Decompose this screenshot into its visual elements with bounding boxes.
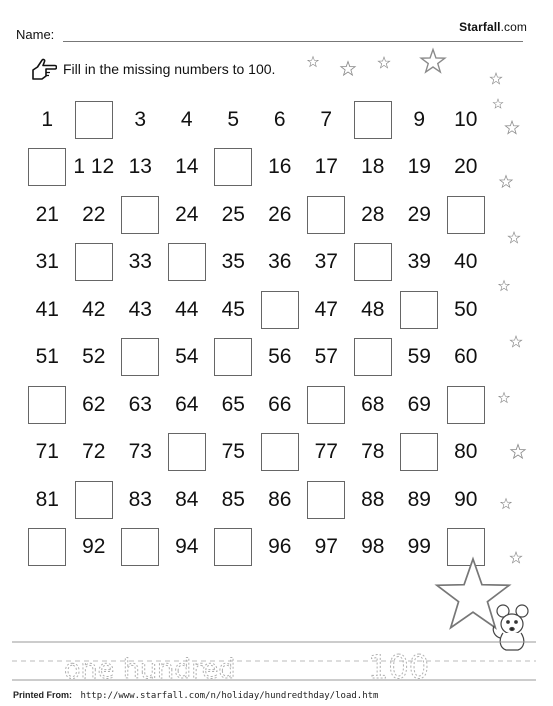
number-label: 54 (175, 345, 199, 369)
answer-box[interactable] (447, 386, 485, 424)
name-label: Name: (16, 27, 55, 42)
number-label: 26 (268, 202, 292, 226)
answer-box[interactable] (354, 101, 392, 139)
number-cell (303, 286, 350, 334)
star-icon (510, 552, 521, 563)
number-cell (350, 381, 397, 429)
tracing-word: one hundred (64, 654, 236, 682)
number-cell (443, 239, 490, 287)
number-cell (24, 191, 71, 239)
number-cell (24, 286, 71, 334)
footer (13, 690, 378, 701)
answer-box[interactable] (28, 148, 66, 186)
star-icon (493, 99, 503, 108)
number-label: 77 (314, 440, 338, 464)
number-label: 48 (361, 297, 385, 321)
number-cell (350, 191, 397, 239)
number-label: 63 (128, 392, 152, 416)
star-icon (421, 50, 445, 73)
number-cell (396, 144, 443, 192)
number-label: 43 (128, 297, 152, 321)
number-cell (443, 286, 490, 334)
number-cell (396, 334, 443, 382)
number-cell (257, 381, 304, 429)
number-label: 37 (314, 250, 338, 274)
answer-box[interactable] (214, 148, 252, 186)
number-cell (350, 429, 397, 477)
number-label: 78 (361, 440, 385, 464)
answer-box[interactable] (121, 196, 159, 234)
number-label: 56 (268, 345, 292, 369)
number-label: 42 (82, 297, 106, 321)
number-label: 40 (454, 250, 478, 274)
answer-box[interactable] (447, 196, 485, 234)
blank-cell (24, 144, 71, 192)
number-label: 31 (35, 250, 59, 274)
number-cell (210, 381, 257, 429)
number-cell (257, 239, 304, 287)
star-icon (490, 73, 501, 84)
number-cell (164, 191, 211, 239)
number-cell (24, 429, 71, 477)
blank-cell (71, 239, 118, 287)
number-label: 86 (268, 487, 292, 511)
number-cell (396, 191, 443, 239)
star-icon (511, 445, 525, 459)
blank-cell (164, 429, 211, 477)
number-label: 96 (268, 535, 292, 559)
number-label: 66 (268, 392, 292, 416)
number-label: 10 (454, 107, 478, 131)
number-cell (396, 96, 443, 144)
number-cell (303, 144, 350, 192)
star-icon (510, 336, 521, 347)
number-cell (71, 286, 118, 334)
number-label: 33 (128, 250, 152, 274)
number-label: 13 (128, 155, 152, 179)
number-cell (303, 429, 350, 477)
number-label: 81 (35, 487, 59, 511)
number-label: 50 (454, 297, 478, 321)
number-label: 18 (361, 155, 385, 179)
answer-box[interactable] (75, 243, 113, 281)
blank-cell (117, 524, 164, 572)
number-cell (303, 524, 350, 572)
starfall-logo (459, 20, 527, 34)
star-icon (341, 62, 355, 76)
number-cell (71, 144, 118, 192)
blank-cell (71, 476, 118, 524)
number-cell (164, 144, 211, 192)
number-label: 51 (35, 345, 59, 369)
blank-cell (117, 334, 164, 382)
answer-box[interactable] (28, 386, 66, 424)
footer-label: Printed From: (13, 690, 73, 700)
blank-cell (164, 239, 211, 287)
number-cell (257, 476, 304, 524)
number-cell (210, 429, 257, 477)
number-label: 17 (314, 155, 338, 179)
answer-box[interactable] (214, 528, 252, 566)
blank-cell (396, 286, 443, 334)
answer-box[interactable] (121, 338, 159, 376)
number-label: 1 12 (73, 155, 115, 179)
pointing-hand-icon (31, 57, 57, 81)
instruction (31, 57, 275, 81)
number-cell (443, 334, 490, 382)
number-cell (164, 381, 211, 429)
blank-cell (350, 334, 397, 382)
number-cell (71, 381, 118, 429)
answer-box[interactable] (400, 291, 438, 329)
number-label: 60 (454, 345, 478, 369)
number-cell (71, 334, 118, 382)
number-label: 73 (128, 440, 152, 464)
number-label: 92 (82, 535, 106, 559)
number-cell (257, 144, 304, 192)
number-cell (210, 286, 257, 334)
number-label: 29 (407, 202, 431, 226)
number-label: 89 (407, 487, 431, 511)
number-label: 65 (221, 392, 245, 416)
number-label: 75 (221, 440, 245, 464)
number-label: 28 (361, 202, 385, 226)
number-label: 71 (35, 440, 59, 464)
star-icon (500, 176, 512, 188)
number-cell (117, 476, 164, 524)
number-cell (443, 96, 490, 144)
number-cell (164, 524, 211, 572)
number-grid (24, 96, 489, 571)
number-cell (443, 429, 490, 477)
footer-url: http://www.starfall.com/n/holiday/hundredthday/load.htm (80, 691, 379, 701)
number-cell (71, 191, 118, 239)
number-cell (24, 239, 71, 287)
number-cell (210, 239, 257, 287)
answer-box[interactable] (354, 338, 392, 376)
number-label: 68 (361, 392, 385, 416)
blank-cell (443, 381, 490, 429)
number-label: 69 (407, 392, 431, 416)
number-cell (396, 239, 443, 287)
name-write-line (63, 41, 523, 42)
star-icon (378, 57, 389, 68)
number-label: 7 (320, 107, 333, 131)
number-label: 41 (35, 297, 59, 321)
blank-cell (303, 381, 350, 429)
number-cell (117, 381, 164, 429)
number-label: 5 (227, 107, 240, 131)
number-cell (164, 476, 211, 524)
blank-cell (257, 286, 304, 334)
number-label: 47 (314, 297, 338, 321)
number-label: 45 (221, 297, 245, 321)
number-label: 1 (41, 107, 54, 131)
number-cell (71, 429, 118, 477)
number-label: 4 (180, 107, 193, 131)
number-cell (303, 239, 350, 287)
number-cell (117, 144, 164, 192)
number-label: 88 (361, 487, 385, 511)
answer-box[interactable] (307, 386, 345, 424)
blank-cell (443, 524, 490, 572)
number-label: 35 (221, 250, 245, 274)
number-label: 83 (128, 487, 152, 511)
number-cell (350, 144, 397, 192)
number-cell (257, 191, 304, 239)
number-label: 36 (268, 250, 292, 274)
number-label: 52 (82, 345, 106, 369)
blank-cell (303, 476, 350, 524)
blank-cell (210, 524, 257, 572)
number-label: 90 (454, 487, 478, 511)
answer-box[interactable] (354, 243, 392, 281)
number-cell (257, 334, 304, 382)
number-label: 25 (221, 202, 245, 226)
number-label: 14 (175, 155, 199, 179)
answer-box[interactable] (75, 101, 113, 139)
number-cell (210, 191, 257, 239)
star-icon (505, 121, 518, 134)
number-label: 59 (407, 345, 431, 369)
answer-box[interactable] (28, 528, 66, 566)
answer-box[interactable] (261, 291, 299, 329)
number-cell (164, 334, 211, 382)
number-cell (396, 524, 443, 572)
blank-cell (210, 334, 257, 382)
answer-box[interactable] (168, 433, 206, 471)
star-icon (501, 499, 511, 509)
blank-cell (24, 381, 71, 429)
blank-cell (71, 96, 118, 144)
number-label: 72 (82, 440, 106, 464)
number-label: 99 (407, 535, 431, 559)
answer-box[interactable] (214, 338, 252, 376)
blank-cell (303, 191, 350, 239)
blank-cell (24, 524, 71, 572)
instruction-text: Fill in the missing numbers to 100. (63, 61, 276, 77)
number-label: 9 (413, 107, 426, 131)
number-cell (210, 476, 257, 524)
number-label: 44 (175, 297, 199, 321)
number-cell (350, 286, 397, 334)
answer-box[interactable] (168, 243, 206, 281)
number-label: 62 (82, 392, 106, 416)
number-label: 64 (175, 392, 199, 416)
number-label: 21 (35, 202, 59, 226)
number-cell (164, 286, 211, 334)
number-label: 16 (268, 155, 292, 179)
number-cell (257, 96, 304, 144)
blank-cell (117, 191, 164, 239)
number-cell (71, 524, 118, 572)
answer-box[interactable] (400, 433, 438, 471)
number-cell (396, 476, 443, 524)
tracing-line (12, 640, 536, 682)
number-label: 57 (314, 345, 338, 369)
star-icon (308, 57, 318, 67)
number-cell (117, 96, 164, 144)
number-cell (303, 334, 350, 382)
blank-cell (350, 239, 397, 287)
number-label: 24 (175, 202, 199, 226)
number-cell (350, 524, 397, 572)
brand-main: Starfall (459, 20, 501, 34)
star-icon (499, 281, 509, 291)
number-cell (24, 334, 71, 382)
number-cell (443, 144, 490, 192)
number-cell (24, 96, 71, 144)
number-cell (257, 524, 304, 572)
number-cell (303, 96, 350, 144)
answer-box[interactable] (75, 481, 113, 519)
answer-box[interactable] (307, 481, 345, 519)
number-cell (350, 476, 397, 524)
number-label: 84 (175, 487, 199, 511)
answer-box[interactable] (307, 196, 345, 234)
blank-cell (257, 429, 304, 477)
number-cell (24, 476, 71, 524)
number-label: 94 (175, 535, 199, 559)
number-cell (117, 429, 164, 477)
answer-box[interactable] (261, 433, 299, 471)
number-cell (117, 286, 164, 334)
number-label: 98 (361, 535, 385, 559)
number-label: 19 (407, 155, 431, 179)
number-label: 97 (314, 535, 338, 559)
number-cell (443, 476, 490, 524)
brand-tld: .com (500, 20, 527, 34)
number-label: 6 (273, 107, 286, 131)
number-label: 80 (454, 440, 478, 464)
blank-cell (350, 96, 397, 144)
number-label: 85 (221, 487, 245, 511)
answer-box[interactable] (447, 528, 485, 566)
tracing-number: 100 (368, 648, 430, 682)
number-cell (164, 96, 211, 144)
star-icon (508, 232, 519, 243)
answer-box[interactable] (121, 528, 159, 566)
blank-cell (210, 144, 257, 192)
number-label: 39 (407, 250, 431, 274)
number-cell (117, 239, 164, 287)
number-label: 22 (82, 202, 106, 226)
number-cell (210, 96, 257, 144)
number-cell (396, 381, 443, 429)
number-label: 20 (454, 155, 478, 179)
number-label: 3 (134, 107, 147, 131)
blank-cell (396, 429, 443, 477)
star-icon (499, 393, 509, 403)
blank-cell (443, 191, 490, 239)
